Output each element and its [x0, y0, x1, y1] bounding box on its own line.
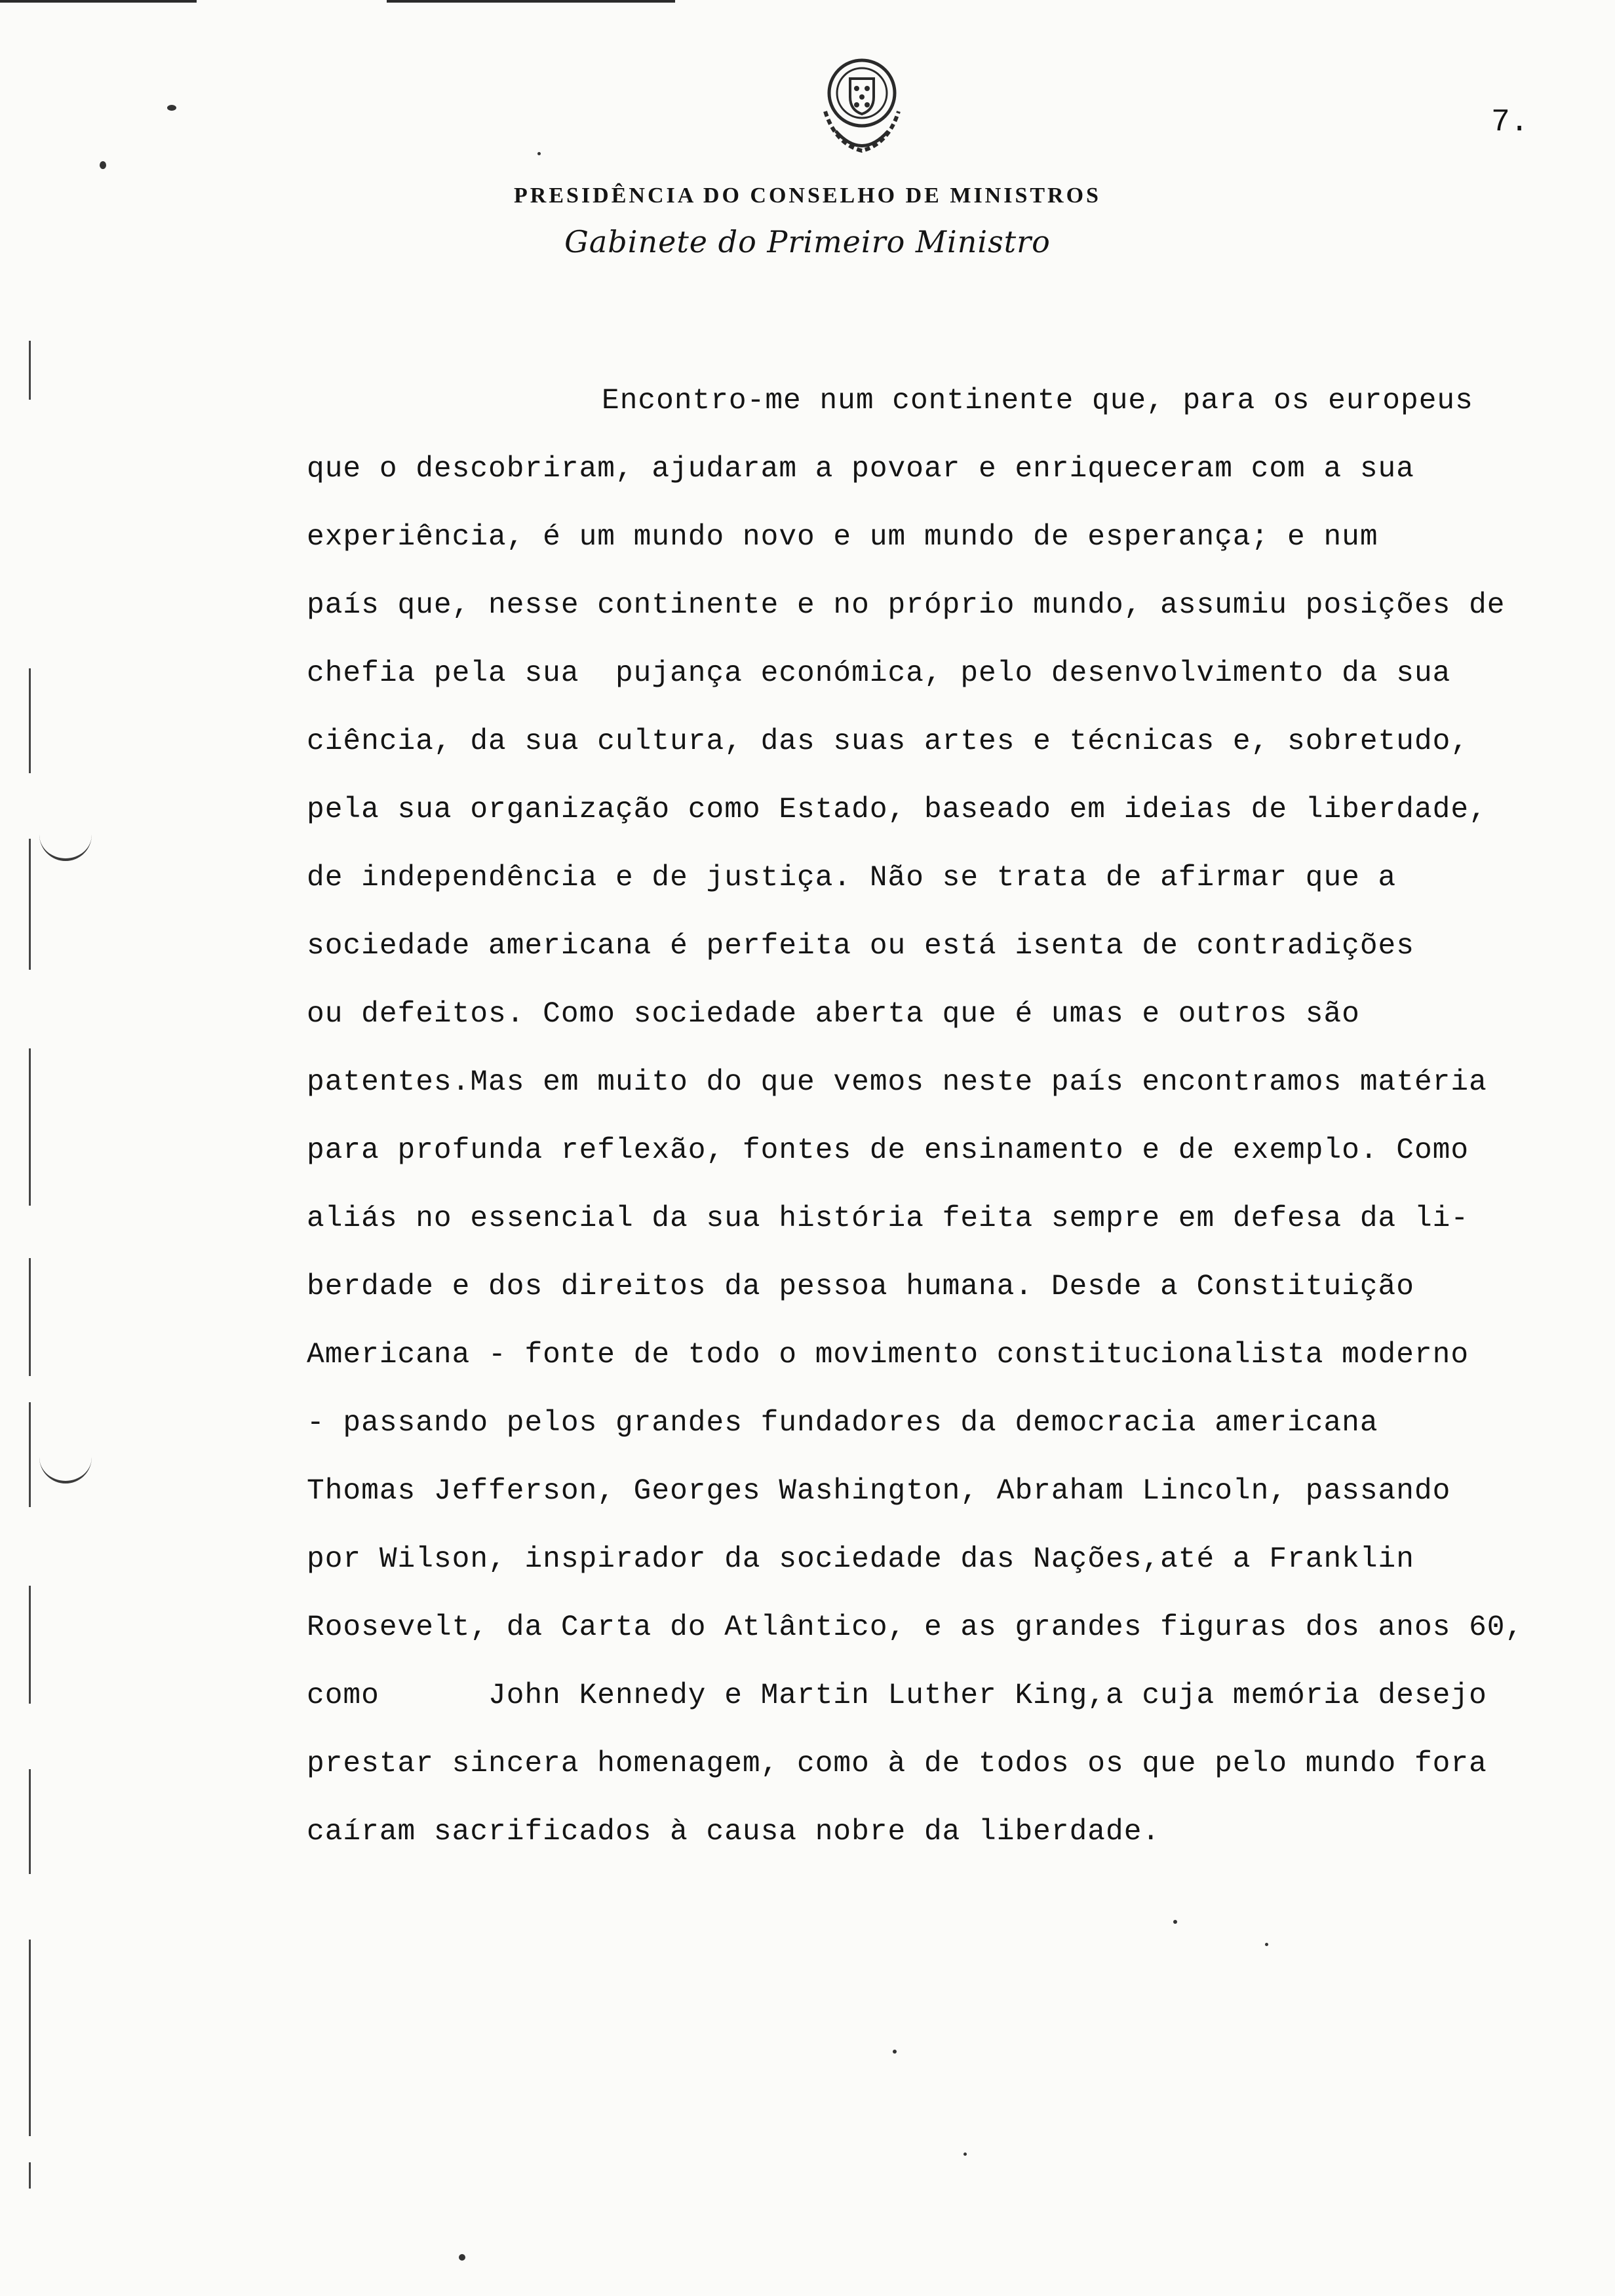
scan-speck — [963, 2152, 967, 2156]
body-line: Encontro-me num continente que, para os europeus — [602, 385, 1473, 417]
body-line: país que, nesse continente e no próprio mundo, assumiu posições de — [307, 589, 1506, 622]
body-line: ciência, da sua cultura, das suas artes e técnicas e, sobretudo, — [307, 725, 1469, 758]
binding-marks — [18, 341, 38, 2189]
body-line: - passando pelos grandes fundadores da democracia americana — [307, 1407, 1378, 1440]
body-line: experiência, é um mundo novo e um mundo de esperança; e num — [307, 521, 1378, 554]
scan-speck — [167, 105, 176, 111]
scan-speck — [893, 2050, 897, 2054]
body-line: ou defeitos. Como sociedade aberta que é umas e outros são — [307, 998, 1360, 1031]
header-subtitle: Gabinete do Primeiro Ministro — [564, 224, 1051, 259]
body-line: chefia pela sua pujança económica, pelo desenvolvimento da sua — [307, 657, 1451, 690]
body-line: aliás no essencial da sua história feita sempre em defesa da li- — [307, 1202, 1469, 1235]
scan-speck — [1173, 1920, 1177, 1924]
scan-edge-line-left — [0, 0, 197, 3]
body-line: para profunda reflexão, fontes de ensinamento e de exemplo. Como — [307, 1134, 1469, 1167]
body-line: sociedade americana é perfeita ou está isenta de contradições — [307, 930, 1414, 963]
body-line: caíram sacrificados à causa nobre da liberdade. — [307, 1816, 1161, 1848]
body-line: de independência e de justiça. Não se trata de afirmar que a — [307, 862, 1397, 894]
body-line: como John Kennedy e Martin Luther King,a cuja memória desejo — [307, 1679, 1487, 1712]
scan-speck — [459, 2254, 465, 2261]
scan-edge-line-right — [387, 0, 675, 3]
scan-speck — [100, 161, 106, 169]
punch-hole-mark-lower — [39, 1442, 92, 1483]
punch-hole-mark-upper — [39, 819, 92, 861]
header-title: PRESIDÊNCIA DO CONSELHO DE MINISTROS — [514, 183, 1101, 208]
body-line: que o descobriram, ajudaram a povoar e enriqueceram com a sua — [307, 453, 1414, 486]
coat-of-arms-emblem-icon — [816, 52, 908, 164]
scan-speck — [537, 152, 541, 155]
body-line: pela sua organização como Estado, baseado em ideias de liberdade, — [307, 794, 1487, 826]
scan-speck — [1265, 1943, 1268, 1946]
page-number: 7. — [1491, 105, 1529, 140]
body-line: prestar sincera homenagem, como à de todos os que pelo mundo fora — [307, 1748, 1487, 1780]
body-line: Americana - fonte de todo o movimento constitucionalista moderno — [307, 1339, 1469, 1371]
body-line: por Wilson, inspirador da sociedade das Nações,até a Franklin — [307, 1543, 1414, 1576]
body-line: patentes.Mas em muito do que vemos neste país encontramos matéria — [307, 1066, 1487, 1099]
body-line: berdade e dos direitos da pessoa humana. Desde a Constituição — [307, 1271, 1414, 1303]
body-line: Roosevelt, da Carta do Atlântico, e as grandes figuras dos anos 60, — [307, 1611, 1524, 1644]
body-line: Thomas Jefferson, Georges Washington, Abraham Lincoln, passando — [307, 1475, 1451, 1508]
